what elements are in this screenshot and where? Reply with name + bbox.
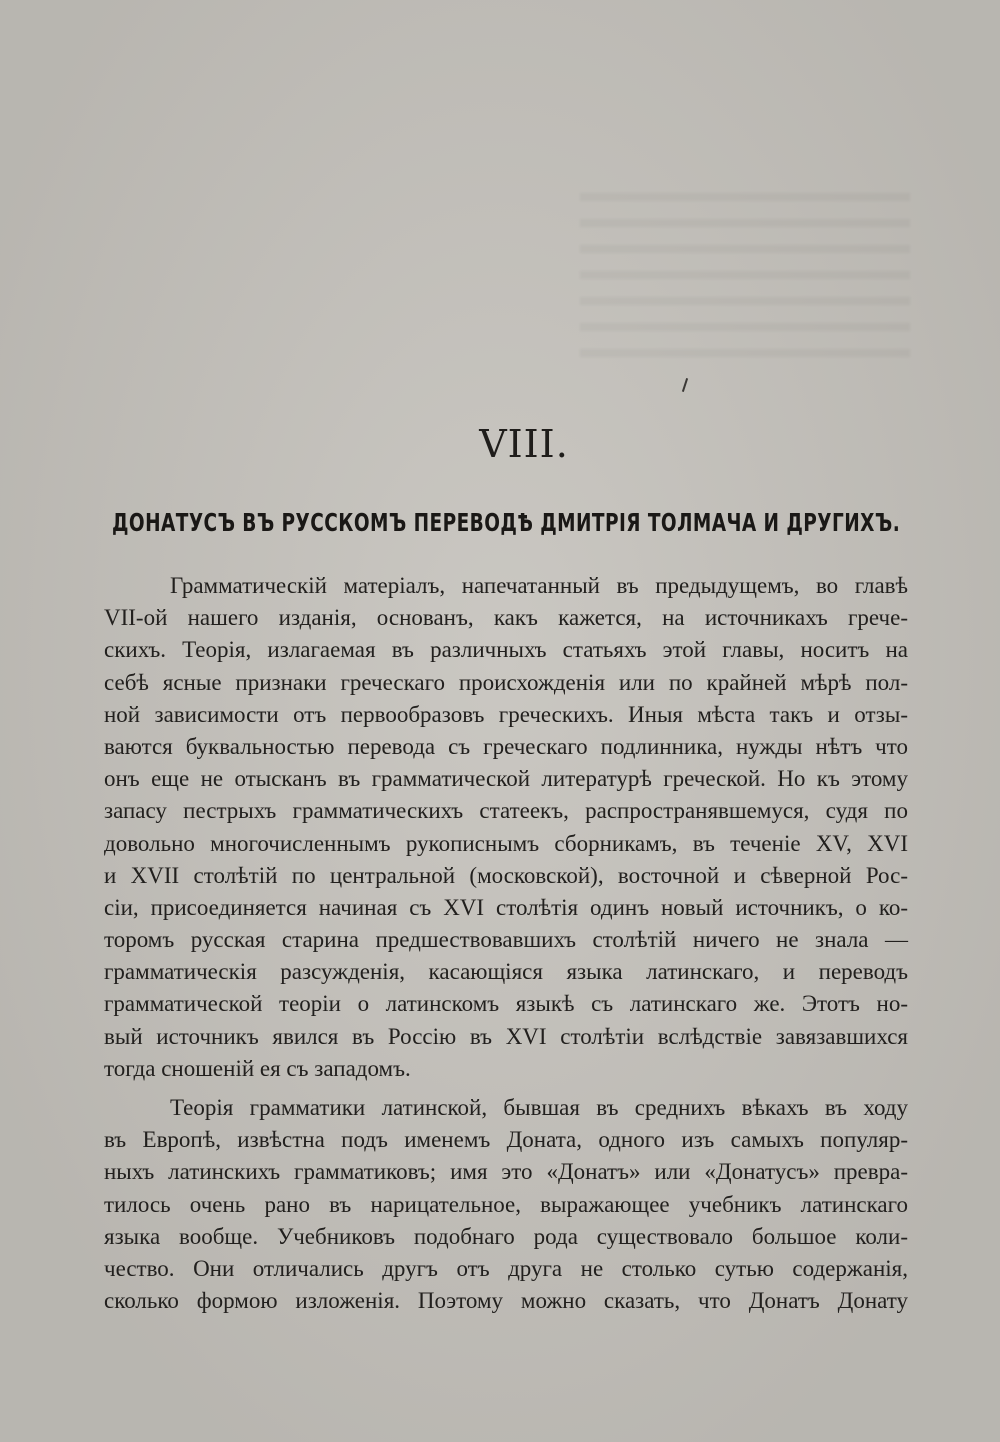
text-line: запасу пестрыхъ грамматическихъ статеекъ, распространявшемуся, судя по xyxy=(104,798,908,824)
paragraph xyxy=(104,570,908,1085)
text-line: Грамматическій матеріалъ, напечатанный въ предыдущемъ, во главѣ xyxy=(170,573,908,598)
text-line: ной зависимости отъ первообразовъ греческихъ. Иныя мѣста такъ и отзы- xyxy=(104,701,908,727)
text-line: ныхъ латинскихъ грамматиковъ; имя это «Донатъ» или «Донатусъ» превра- xyxy=(104,1159,908,1185)
text-line: сколько формою изложенія. Поэтому можно сказать, что Донатъ Донату xyxy=(104,1288,908,1314)
text-line: скихъ. Теорія, излагаемая въ различныхъ статьяхъ этой главы, носитъ на xyxy=(104,637,908,663)
text-line: довольно многочисленнымъ рукописнымъ сборникамъ, въ теченіе XV, XVI xyxy=(104,830,908,856)
text-line: VII-ой нашего изданія, основанъ, какъ кажется, на источникахъ грече- xyxy=(104,605,908,631)
text-line: тогда сношеній ея съ западомъ. xyxy=(104,1055,411,1081)
body-text xyxy=(104,570,908,1317)
text-line: въ Европѣ, извѣстна подъ именемъ Доната, одного изъ самыхъ популяр- xyxy=(104,1127,908,1153)
text-line: чество. Они отличались другъ отъ друга не столько сутью содержанія, xyxy=(104,1255,908,1281)
paragraph-gap xyxy=(104,1085,908,1092)
text-line: торомъ русская старина предшествовавшихъ столѣтій ничего не знала — xyxy=(104,927,908,953)
paragraph xyxy=(104,1092,908,1317)
show-through-text xyxy=(580,175,910,375)
text-line: Теорія грамматики латинской, бывшая въ среднихъ вѣкахъ въ ходу xyxy=(170,1095,908,1120)
text-line: онъ еще не отысканъ въ грамматической литературѣ греческой. Но къ этому xyxy=(104,766,908,792)
text-line: вый источникъ явился въ Россію въ XVI столѣтіи вслѣдствіе завязавшихся xyxy=(104,1023,908,1049)
text-line: грамматической теоріи о латинскомъ языкѣ съ латинскаго же. Этотъ но- xyxy=(104,991,908,1017)
text-line: и XVII столѣтій по центральной (московской), восточной и сѣверной Рос- xyxy=(104,862,908,888)
text-line: сіи, присоединяется начиная съ XVI столѣтія одинъ новый источникъ, о ко- xyxy=(104,894,908,920)
ink-speck xyxy=(682,378,688,392)
chapter-title: ДОНАТУСЪ ВЪ РУССКОМЪ ПЕРЕВОДѢ ДМИТРІЯ ТОЛМАЧА И ДРУГИХЪ. xyxy=(112,508,901,537)
chapter-number: VIII. xyxy=(479,422,569,466)
text-line: себѣ ясные признаки греческаго происхожденія или по крайней мѣрѣ пол- xyxy=(104,669,908,695)
text-line: ваются буквальностью перевода съ греческаго подлинника, нужды нѣтъ что xyxy=(104,733,908,759)
text-line: языка вообще. Учебниковъ подобнаго рода существовало большое коли- xyxy=(104,1223,908,1249)
text-line: тилось очень рано въ нарицательное, выражающее учебникъ латинскаго xyxy=(104,1191,908,1217)
text-line: грамматическія разсужденія, касающіяся языка латинскаго, и переводъ xyxy=(104,959,908,985)
